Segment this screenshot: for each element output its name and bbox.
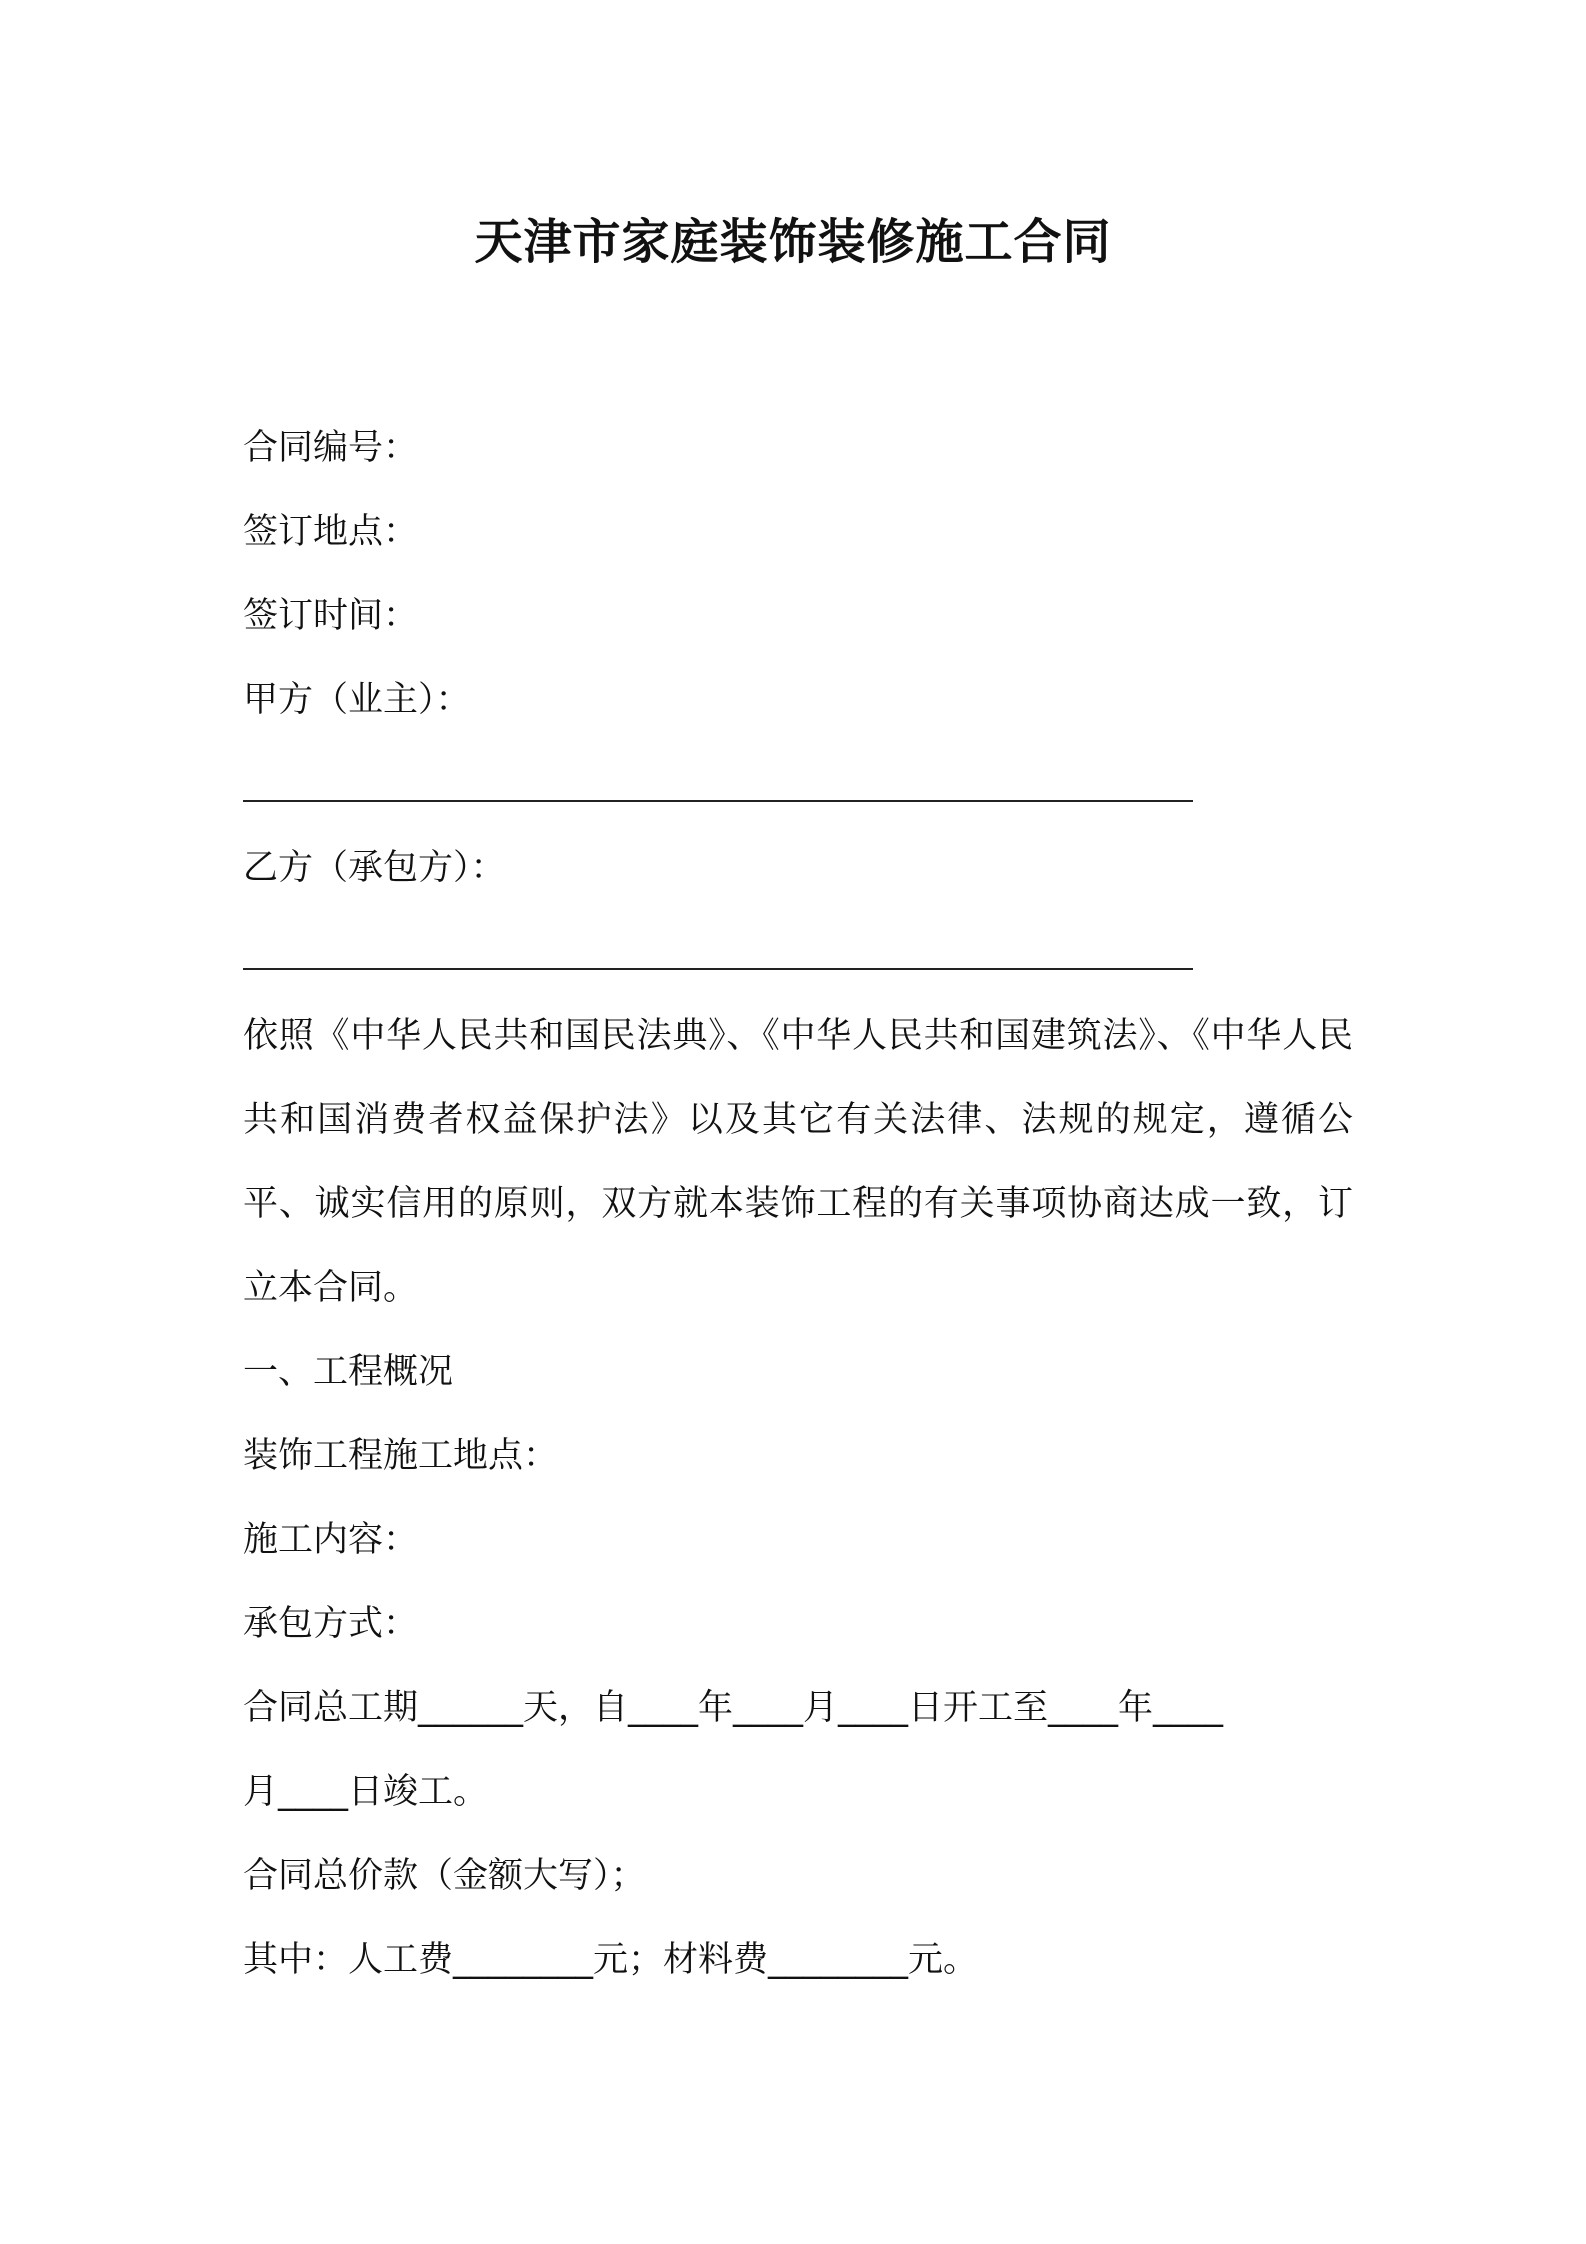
section-heading: 一、工程概况: [243, 1352, 454, 1392]
cost-breakdown-field: 其中：人工费________元；材料费________元。: [243, 1940, 979, 1980]
contract-number-field: 合同编号：: [243, 428, 419, 468]
contracting-mode-field: 承包方式：: [243, 1604, 419, 1644]
total-price-field: 合同总价款（金额大写）；: [243, 1856, 646, 1896]
document-body: [243, 406, 1353, 2002]
preamble-paragraph: 依照《中华人民共和国民法典》、《中华人民共和国建筑法》、《中华人民共和国消费者权益保护法》以及其它有关法律、法规的规定，遵循公平、诚实信用的原则，双方就本装饰工程的有关事项协商达成一致，订立本合同。: [243, 1016, 1353, 1308]
party-b-blank-line: [243, 910, 1353, 994]
contract-period-line-1: 合同总工期______天，自____年____月____日开工至____年____: [243, 1688, 1224, 1728]
underline-rule: [243, 968, 1193, 970]
party-a-blank-line: [243, 742, 1353, 826]
construction-content-field: 施工内容：: [243, 1520, 419, 1560]
signing-place-field: 签订地点：: [243, 512, 419, 552]
signing-time-field: 签订时间：: [243, 596, 419, 636]
construction-site-field: 装饰工程施工地点：: [243, 1436, 559, 1476]
party-b-field: 乙方（承包方）：: [243, 848, 506, 888]
document-title: 天津市家庭装饰装修施工合同: [474, 214, 1112, 270]
contract-period-line-2: 月____日竣工。: [243, 1772, 489, 1812]
party-a-field: 甲方（业主）：: [243, 680, 471, 720]
underline-rule: [243, 800, 1193, 802]
